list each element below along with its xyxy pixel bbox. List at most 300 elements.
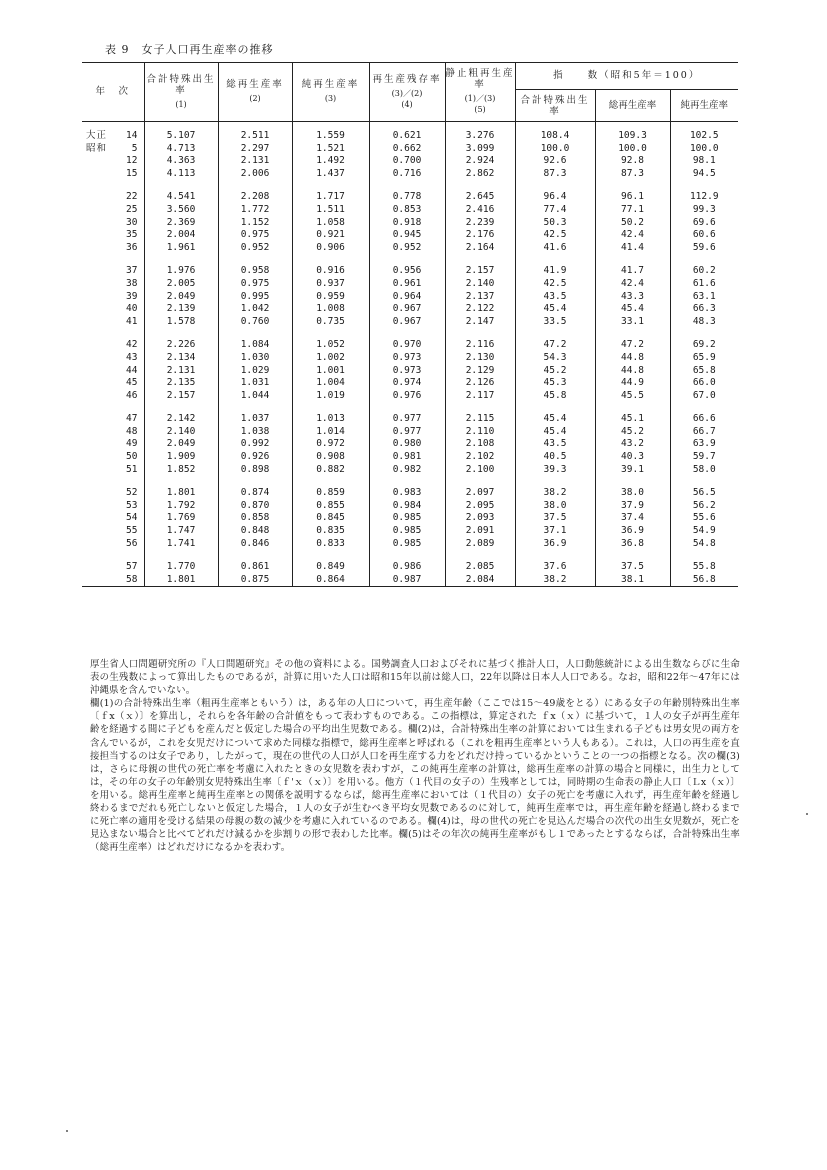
cell-nrr: 1.013 [292,413,369,426]
year-label: 46 [126,389,138,401]
cell-grr: 1.031 [218,377,292,390]
table-row [82,204,738,217]
cell-stable-rate: 2.089 [445,538,515,551]
table-row [82,122,738,143]
table-top-rule [82,62,738,63]
cell-tfr: 4.363 [144,155,218,168]
cell-grr: 0.858 [218,512,292,525]
cell-survival: 0.973 [369,365,445,378]
cell-index-nrr: 99.3 [670,204,738,217]
cell-tfr: 2.134 [144,352,218,365]
cell-survival: 0.981 [369,451,445,464]
cell-tfr: 1.801 [144,574,218,587]
cell-stable-rate: 2.102 [445,451,515,464]
cell-grr: 1.042 [218,303,292,316]
cell-index-nrr: 67.0 [670,390,738,403]
table-row [82,451,738,464]
year-label: 22 [126,191,138,203]
year-label: 51 [126,463,138,475]
cell-stable-rate: 2.129 [445,365,515,378]
cell-stable-rate: 2.093 [445,512,515,525]
cell-year [82,316,144,329]
cell-tfr: 2.140 [144,426,218,439]
table-row [82,377,738,390]
cell-survival: 0.985 [369,525,445,538]
cell-year [82,291,144,304]
table-row [82,242,738,255]
era-label [82,339,86,352]
cell-grr: 0.975 [218,229,292,242]
group-spacer [82,402,738,413]
cell-tfr: 2.049 [144,291,218,304]
table-row [82,339,738,352]
era-label: 大正 [86,130,108,141]
cell-stable-rate: 2.157 [445,265,515,278]
cell-nrr: 0.855 [292,500,369,513]
year-label: 54 [126,512,138,524]
year-label: 55 [126,525,138,537]
cell-grr: 2.006 [218,168,292,181]
year-label: 47 [126,413,138,425]
cell-index-tfr: 45.8 [515,390,595,403]
cell-index-grr: 43.2 [595,438,670,451]
cell-grr: 0.874 [218,487,292,500]
cell-index-grr: 92.8 [595,155,670,168]
era-label [82,464,86,477]
cell-index-nrr: 112.9 [670,191,738,204]
cell-nrr: 1.004 [292,377,369,390]
cell-year [82,426,144,439]
cell-index-nrr: 65.9 [670,352,738,365]
table-row [82,500,738,513]
cell-year [82,352,144,365]
cell-index-grr: 45.2 [595,426,670,439]
cell-year [82,390,144,403]
cell-grr: 2.297 [218,143,292,156]
cell-grr: 0.848 [218,525,292,538]
table-row [82,438,738,451]
era-label [82,561,86,574]
header-survival: 再生産残存率 (3)／(2) (4) [369,62,445,122]
cell-grr: 0.992 [218,438,292,451]
cell-survival: 0.980 [369,438,445,451]
year-label: 57 [126,561,138,573]
cell-year [82,168,144,181]
cell-grr: 0.926 [218,451,292,464]
year-label: 48 [126,425,138,437]
year-label: 15 [126,167,138,179]
cell-stable-rate: 2.116 [445,339,515,352]
cell-index-nrr: 59.7 [670,451,738,464]
era-label [82,217,86,230]
cell-index-grr: 38.1 [595,574,670,587]
cell-nrr: 1.052 [292,339,369,352]
cell-grr: 0.952 [218,242,292,255]
era-label [82,426,86,439]
cell-survival: 0.945 [369,229,445,242]
cell-grr: 2.511 [218,122,292,143]
cell-index-nrr: 63.1 [670,291,738,304]
cell-year [82,242,144,255]
cell-stable-rate: 2.645 [445,191,515,204]
cell-survival: 0.977 [369,426,445,439]
year-label: 53 [126,499,138,511]
cell-grr: 0.898 [218,464,292,477]
cell-tfr: 4.113 [144,168,218,181]
era-label [82,242,86,255]
cell-year [82,143,144,156]
cell-index-tfr: 36.9 [515,538,595,551]
cell-survival: 0.967 [369,303,445,316]
cell-index-grr: 38.0 [595,487,670,500]
cell-survival: 0.716 [369,168,445,181]
era-label [82,168,86,181]
cell-stable-rate: 2.176 [445,229,515,242]
cell-year [82,487,144,500]
cell-index-nrr: 102.5 [670,122,738,143]
cell-index-nrr: 55.8 [670,561,738,574]
cell-tfr: 1.909 [144,451,218,464]
cell-index-nrr: 66.6 [670,413,738,426]
cell-tfr: 2.131 [144,365,218,378]
cell-survival: 0.621 [369,122,445,143]
era-label [82,229,86,242]
cell-survival: 0.977 [369,413,445,426]
table-row [82,316,738,329]
cell-survival: 0.973 [369,352,445,365]
cell-year [82,451,144,464]
cell-nrr: 0.908 [292,451,369,464]
cell-year [82,339,144,352]
cell-survival: 0.985 [369,538,445,551]
cell-nrr: 0.921 [292,229,369,242]
cell-stable-rate: 2.091 [445,525,515,538]
table-row [82,561,738,574]
cell-index-tfr: 92.6 [515,155,595,168]
cell-tfr: 1.976 [144,265,218,278]
cell-year [82,464,144,477]
reproduction-rate-table [82,62,738,587]
cell-index-grr: 41.4 [595,242,670,255]
year-label: 49 [126,438,138,450]
cell-index-grr: 33.1 [595,316,670,329]
table-row [82,426,738,439]
cell-survival: 0.985 [369,512,445,525]
cell-nrr: 1.559 [292,122,369,143]
cell-survival: 0.918 [369,217,445,230]
cell-nrr: 0.735 [292,316,369,329]
cell-tfr: 1.852 [144,464,218,477]
cell-nrr: 0.859 [292,487,369,500]
year-label: 43 [126,351,138,363]
cell-stable-rate: 2.130 [445,352,515,365]
cell-index-tfr: 43.5 [515,291,595,304]
cell-index-tfr: 108.4 [515,122,595,143]
cell-index-tfr: 54.3 [515,352,595,365]
cell-year [82,278,144,291]
group-spacer [82,476,738,487]
year-label: 58 [126,573,138,585]
table-row [82,191,738,204]
cell-stable-rate: 2.924 [445,155,515,168]
era-label [82,574,86,587]
cell-nrr: 0.972 [292,438,369,451]
cell-index-grr: 44.8 [595,365,670,378]
table-row [82,155,738,168]
cell-nrr: 1.019 [292,390,369,403]
cell-year [82,377,144,390]
cell-year [82,303,144,316]
era-label [82,365,86,378]
cell-index-tfr: 100.0 [515,143,595,156]
cell-grr: 1.030 [218,352,292,365]
cell-nrr: 1.717 [292,191,369,204]
cell-nrr: 0.937 [292,278,369,291]
cell-grr: 1.084 [218,339,292,352]
year-label: 12 [126,155,138,167]
cell-index-grr: 42.4 [595,278,670,291]
era-label [82,390,86,403]
cell-index-grr: 37.9 [595,500,670,513]
year-label: 39 [126,290,138,302]
era-label [82,352,86,365]
cell-year [82,229,144,242]
year-label: 56 [126,537,138,549]
cell-nrr: 1.511 [292,204,369,217]
cell-index-nrr: 66.0 [670,377,738,390]
cell-tfr: 1.769 [144,512,218,525]
table-row [82,352,738,365]
cell-year [82,574,144,587]
cell-tfr: 1.741 [144,538,218,551]
era-label [82,316,86,329]
cell-stable-rate: 2.108 [445,438,515,451]
year-label: 44 [126,364,138,376]
group-spacer [82,328,738,339]
cell-index-grr: 45.5 [595,390,670,403]
cell-index-nrr: 61.6 [670,278,738,291]
cell-grr: 1.772 [218,204,292,217]
cell-stable-rate: 2.122 [445,303,515,316]
cell-stable-rate: 2.416 [445,204,515,217]
cell-index-tfr: 50.3 [515,217,595,230]
cell-year [82,155,144,168]
cell-index-tfr: 39.3 [515,464,595,477]
header-tfr: 合計特殊出生率 (1) [144,62,218,122]
cell-nrr: 0.833 [292,538,369,551]
cell-survival: 0.967 [369,316,445,329]
cell-index-grr: 77.1 [595,204,670,217]
era-label [82,512,86,525]
cell-survival: 0.662 [369,143,445,156]
cell-year [82,122,144,143]
table-row [82,229,738,242]
table-row [82,365,738,378]
era-label [82,525,86,538]
cell-index-tfr: 38.2 [515,574,595,587]
cell-tfr: 4.713 [144,143,218,156]
cell-index-grr: 37.4 [595,512,670,525]
cell-year [82,365,144,378]
cell-index-grr: 100.0 [595,143,670,156]
header-index-tfr: 合計特殊出生率 [515,90,595,122]
cell-index-tfr: 33.5 [515,316,595,329]
cell-year [82,265,144,278]
cell-stable-rate: 2.862 [445,168,515,181]
header-year: 年 次 [82,62,144,122]
year-label: 41 [126,315,138,327]
header-index-nrr: 純再生産率 [670,90,738,122]
year-label: 25 [126,203,138,215]
era-label [82,487,86,500]
cell-year [82,538,144,551]
cell-nrr: 0.916 [292,265,369,278]
cell-tfr: 4.541 [144,191,218,204]
cell-grr: 0.870 [218,500,292,513]
cell-tfr: 2.049 [144,438,218,451]
scan-speck [66,1130,68,1132]
cell-index-grr: 36.9 [595,525,670,538]
cell-index-grr: 39.1 [595,464,670,477]
cell-tfr: 2.005 [144,278,218,291]
cell-stable-rate: 2.097 [445,487,515,500]
cell-nrr: 1.521 [292,143,369,156]
cell-nrr: 1.492 [292,155,369,168]
cell-grr: 0.846 [218,538,292,551]
cell-tfr: 1.792 [144,500,218,513]
cell-grr: 0.861 [218,561,292,574]
cell-index-grr: 47.2 [595,339,670,352]
header-nrr: 純再生産率 (3) [292,62,369,122]
cell-tfr: 1.961 [144,242,218,255]
cell-stable-rate: 2.147 [445,316,515,329]
table-row [82,538,738,551]
cell-stable-rate: 3.099 [445,143,515,156]
cell-survival: 0.987 [369,574,445,587]
cell-grr: 0.975 [218,278,292,291]
cell-nrr: 1.014 [292,426,369,439]
cell-tfr: 1.770 [144,561,218,574]
year-label: 45 [126,377,138,389]
cell-nrr: 1.008 [292,303,369,316]
cell-stable-rate: 2.126 [445,377,515,390]
cell-nrr: 1.058 [292,217,369,230]
cell-tfr: 2.226 [144,339,218,352]
cell-survival: 0.984 [369,500,445,513]
cell-year [82,413,144,426]
cell-year [82,204,144,217]
cell-stable-rate: 2.239 [445,217,515,230]
cell-grr: 0.958 [218,265,292,278]
cell-nrr: 1.002 [292,352,369,365]
scan-speck [806,813,808,815]
table-row [82,303,738,316]
cell-index-nrr: 60.2 [670,265,738,278]
cell-nrr: 0.845 [292,512,369,525]
cell-tfr: 1.801 [144,487,218,500]
header-index-grr: 総再生産率 [595,90,670,122]
cell-index-nrr: 56.5 [670,487,738,500]
era-label [82,538,86,551]
era-label [82,438,86,451]
cell-survival: 0.982 [369,464,445,477]
header-index-group: 指 数（昭和5年＝100） [515,62,738,90]
cell-index-tfr: 77.4 [515,204,595,217]
cell-index-nrr: 59.6 [670,242,738,255]
table-row [82,278,738,291]
era-label [82,155,86,168]
cell-index-tfr: 40.5 [515,451,595,464]
header-stable-rate: 静止粗再生産率 (1)／(3) (5) [445,62,515,122]
cell-year [82,500,144,513]
cell-index-tfr: 37.1 [515,525,595,538]
cell-index-grr: 36.8 [595,538,670,551]
cell-nrr: 0.864 [292,574,369,587]
cell-index-grr: 96.1 [595,191,670,204]
cell-stable-rate: 3.276 [445,122,515,143]
cell-index-tfr: 38.0 [515,500,595,513]
cell-index-grr: 44.8 [595,352,670,365]
year-label: 14 [126,130,138,141]
table-row [82,413,738,426]
table-row [82,512,738,525]
cell-survival: 0.983 [369,487,445,500]
cell-year [82,525,144,538]
cell-stable-rate: 2.117 [445,390,515,403]
cell-index-grr: 40.3 [595,451,670,464]
cell-index-grr: 44.9 [595,377,670,390]
year-label: 5 [131,142,138,154]
table-row [82,168,738,181]
cell-year [82,438,144,451]
cell-index-grr: 109.3 [595,122,670,143]
year-label: 35 [126,229,138,241]
cell-tfr: 2.142 [144,413,218,426]
cell-index-nrr: 56.2 [670,500,738,513]
cell-survival: 0.974 [369,377,445,390]
cell-year [82,217,144,230]
cell-index-tfr: 96.4 [515,191,595,204]
era-label [82,278,86,291]
note-definitions: 欄(1)の合計特殊出生率（粗再生産率ともいう）は，ある年の人口について，再生産年齢（ここでは15～49歳をとる）にある女子の年齢別特殊出生率〔ｆx（ｘ）〕を算出し，それらを各年齢の合計値をもって表わすものである。この指標は，算定された ｆx（ｘ）に基づいて，１人の女子が再生産年齢を経過する間に子どもを産んだと仮定した場合の平均出生児数である。欄(2)は，合計特殊出生率の計算においては生まれる子どもは男女児の両方を含んでいるが，これを女児だけについて求めた同様な指標で，総再生産率と呼ばれる（これを粗再生産率という人もある）。これは，人口の再生産を直接担当するのは女子であり，したがって，現在の世代の人口が人口を再生産する力をどれだけ持っているかということの一つの指標となる。次の欄(3)は，さらに母親の世代の死亡率を考慮に入れたときの女児数を表わすが，この純再生産率の計算は，総再生産率の計算の場合と同様に，出生力としては，その年の女子の年齢別女児特殊出生率〔ｆ'ｘ（ｘ）〕を用いる。他方（１代目の女子の）生残率としては，同時期の生命表の静止人口〔Ｌx（ｘ）〕を用いる。総再生産率と純再生産率との関係を説明するならば，総再生産率においては（１代目の）女子の死亡を考慮に入れず，再生産年齢を経過し終わるまでだれも死亡しないと仮定した場合，１人の女子が生むべき平均女児数であるのに対して，純再生産率では，再生産年齢を経過し終わるまでに死亡率の適用を受ける結果の母親の数の減少を考慮に入れているのである。欄(4)は，母の世代の死亡を見込んだ場合の次代の出生女児数が，死亡を見込まない場合と比べてどれだけ減るかを歩割りの形で表わした比率。欄(5)はその年次の純再生産率がもし１であったとするならば，合計特殊出生率（総再生産率）はどれだけになるかを表わす。 [90,698,740,854]
cell-index-nrr: 55.6 [670,512,738,525]
cell-stable-rate: 2.084 [445,574,515,587]
cell-index-tfr: 41.9 [515,265,595,278]
group-spacer [82,550,738,561]
cell-stable-rate: 2.095 [445,500,515,513]
cell-index-nrr: 56.8 [670,574,738,587]
cell-index-nrr: 94.5 [670,168,738,181]
cell-index-tfr: 43.5 [515,438,595,451]
data-table [82,62,738,587]
group-spacer [82,254,738,265]
cell-grr: 1.029 [218,365,292,378]
cell-index-nrr: 54.9 [670,525,738,538]
cell-index-grr: 45.4 [595,303,670,316]
cell-index-tfr: 42.5 [515,229,595,242]
cell-index-tfr: 45.4 [515,426,595,439]
cell-index-tfr: 37.6 [515,561,595,574]
year-label: 38 [126,277,138,289]
cell-index-tfr: 45.4 [515,413,595,426]
table-row [82,217,738,230]
note-source: 厚生省人口問題研究所の『人口問題研究』その他の資料による。国勢調査人口およびそれに基づく推計人口，人口動態統計による出生数ならびに生命表の生残数によって算出したものであるが，計算に用いた人口は昭和15年以前は総人口，22年以降は日本人人口である。なお，昭和22年～47年には沖縄県を含んでいない。 [90,659,740,697]
cell-year [82,191,144,204]
cell-index-tfr: 47.2 [515,339,595,352]
cell-index-nrr: 48.3 [670,316,738,329]
cell-index-nrr: 100.0 [670,143,738,156]
cell-tfr: 2.135 [144,377,218,390]
